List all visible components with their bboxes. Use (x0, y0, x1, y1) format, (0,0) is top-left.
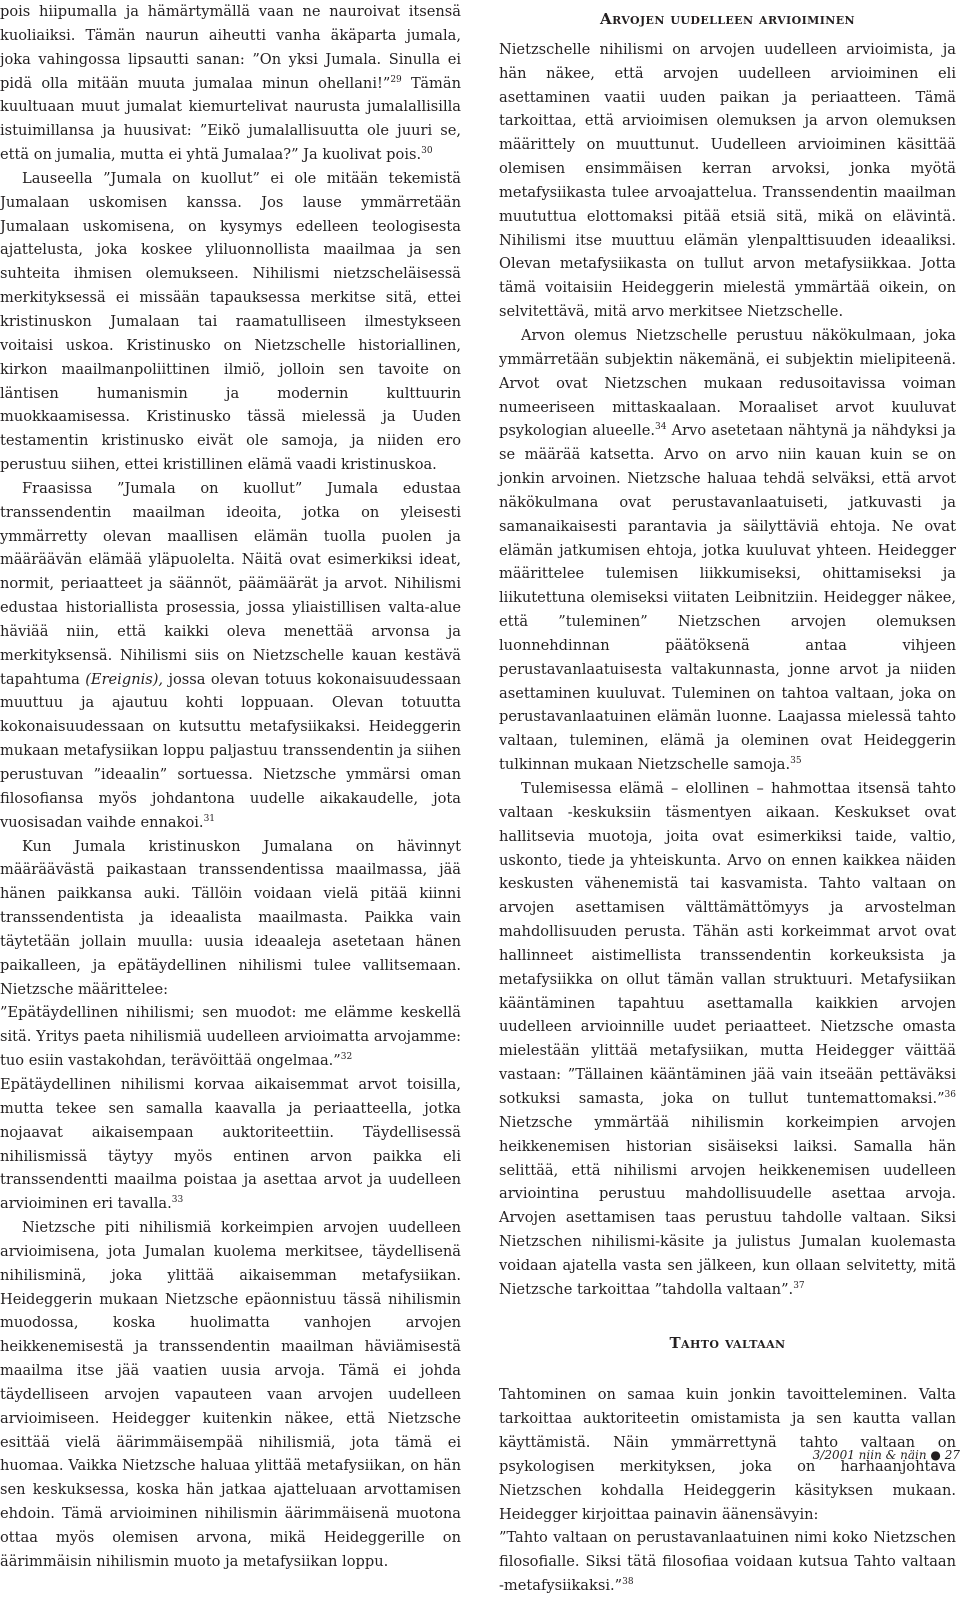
text: pois hiipumalla ja hämärtymällä vaan ne nauroivat itsensä kuoliaiksi. Tämän naurun aiheutti vanha äkäparta jumala, joka vahingossa lipsautti sanan: ”On yksi Jumala. Sinulla ei pidä olla mitään muuta jumalaa minun ohellani!” (0, 3, 461, 92)
text: jossa olevan totuus kokonaisuudessaan muuttuu ja ajautuu kohti loppuaan. Olevan totuutta kokonaisuudessaan on kutsuttu metafysiikaksi. Heideggerin mukaan metafysiikan loppu paljastuu transsendentin ja siihen perustuvan ”ideaalin” sortuessa. Nietzsche ymmärsi oman filosofiansa myös johdantona uudelle aikakaudelle, jota vuosisadan vaihde ennakoi. (0, 670, 461, 831)
section-heading: Tahto valtaan (669, 1333, 786, 1352)
paragraph (0, 477, 461, 835)
text: Tämän kuultuaan muut jumalat kiemurtelivat naurusta jumalallisilla istuimillansa ja huusivat: ”Eikö jumalallisuutta ole juuri se, että on jumalia, mutta ei yhtä Jumalaa?” Ja kuolivat pois. (0, 74, 461, 164)
footnote-ref: 36 (944, 1089, 956, 1100)
footnote-ref: 34 (655, 422, 667, 433)
emphasis: (Ereignis), (85, 670, 164, 688)
paragraph: Nietzschelle nihilismi on arvojen uudelleen arvioimista, ja hän näkee, että arvojen uudelleen arvioiminen eli asettaminen vaatii uuden paikan ja periaatteen. Tämä tarkoittaa, että arvioimisen olemuksen ja arvon olemuksen määrittely on muuttunut. Uudelleen arvioiminen käsittää olemisen ensimmäisen kerran arvoksi, jonka myötä metafysiikasta tulee arvoajattelua. Transsendentin maailman muututtua elottomaksi pitää etsiä sitä, mikä on elävintä. Nihilismi itse muuttuu elämän ylenpalttisuuden ideaaliksi. Olevan metafysiikasta on tullut arvon metafysiikkaa. Jotta tämä voitaisiin Heideggerin mielestä ymmärtää oikein, on selvitettävä, mitä arvo merkitsee Nietzschelle. (499, 40, 956, 321)
page-footer (800, 1448, 960, 1462)
block-quote (499, 1526, 956, 1598)
text: Arvon olemus Nietzschelle perustuu näkökulmaan, joka ymmärretään subjektin näkemänä, ei subjektin mielipiteenä. Arvot ovat Nietzschen mukaan redusoitavissa voiman numeeriseen mittaskaalaan. Moraaliset arvot kuuluvat psykologian alueelle. (499, 326, 956, 440)
text: Fraasissa ”Jumala on kuollut” Jumala edustaa transsendentin maailman ideoita, jotka on yleisesti ymmärretty olevan maallisen elämän tuolla puolen ja määräävän elämää yläpuolelta. Näitä ovat esimerkiksi ideat, normit, periaatteet ja säännöt, päämäärät ja arvot. Nihilismi edustaa historiallista prosessia, jossa yliaistillisen valta-alue häviää niin, että kaikki oleva menettää arvonsa ja merkityksensä. Nihilismi siis on Nietzschelle kauan kestävä tapahtuma (0, 479, 461, 688)
paragraph: Tahtominen on samaa kuin jonkin tavoitteleminen. Valta tarkoittaa auktoriteetin omistamista ja sen kautta vallan käyttämistä. Näin ymmärrettynä tahto valtaan on psykologisen merkityksen, joka on harhaanjohtava Nietzschen kohdalla Heideggerin käsityksen mukaan. Heidegger kirjoittaa painavin äänensävyin: (499, 1386, 956, 1523)
left-column (0, 0, 461, 1574)
footnote-ref: 33 (171, 1195, 184, 1206)
footnote-ref: 30 (421, 146, 433, 157)
paragraph (499, 324, 956, 777)
text: Nietzsche ymmärtää nihilismin korkeimpien arvojen heikkenemisen historian sisäiseksi laiksi. Samalla hän selittää, että nihilismi arvojen heikkenemisen uudelleen arviointina perustuu mahdollisuudelle asettaa arvoja. Arvojen asettamisen taas perustuu tahdolle valtaan. Siksi Nietzschen nihilismi-käsite ja julistus Jumalan kuolemasta voidaan ajatella vasta sen jälkeen, kun ollaan selvitetty, mitä Nietzsche tarkoittaa ”tahdolla valtaan”. (499, 1113, 956, 1298)
quote-text: ”Tahto valtaan on perustavanlaatuinen nimi koko Nietzschen filosofialle. Siksi tätä filosofiaa voidaan kutsua Tahto valtaan -metafysiikaksi.” (499, 1529, 956, 1595)
text: Epätäydellinen nihilismi korvaa aikaisemmat arvot toisilla, mutta tekee sen samalla kaavalla ja periaatteella, jotka nojaavat aikaisempaan auktoriteettiin. Täydellisessä nihilismissä täytyy myös entinen arvon paikka eli transsendentti maailma poistaa ja asettaa arvot ja uudelleen arvioiminen eri tavalla. (0, 1075, 461, 1213)
footnote-ref: 31 (203, 813, 216, 824)
text: Tulemisessa elämä – elollinen – hahmottaa itsensä tahto valtaan -keskuksiin täsmentyen aikaan. Keskukset ovat hallitsevia muotoja, joita ovat esimerkiksi taide, valtio, uskonto, tiede ja yhteiskunta. Arvo on ennen kaikkea näiden keskusten vähenemistä tai kasvamista. Tahto valtaan on arvojen asettamisen välttämättömyys ja arvostelman mahdollisuuden perusta. Tähän asti korkeimmat arvot ovat hallinneet aistimellista transsendentin korkeuksista ja metafysiikka on ollut tämän vallan struktuuri. Metafysiikan kääntäminen tapahtuu asettamalla kaikkien arvojen uudelleen arvioinnille uudet periaatteet. Nietzsche omasta mielestään ylittää metafysiikan, mutta Heidegger väittää vastaan: ”Tällainen kääntäminen jää vain itseään pettäväksi sotkuksi samasta, joka on tullut tuntemattomaksi.” (499, 780, 956, 1107)
block-quote (0, 1001, 461, 1073)
quote-text: ”Epätäydellinen nihilismi; sen muodot: me elämme keskellä sitä. Yritys paeta nihilismiä uudelleen arvioimatta arvojamme: tuo esiin vastakohdan, terävöittää ongelmaa.” (0, 1004, 461, 1070)
bullet-icon: ● (930, 1448, 941, 1462)
journal-issue: 3/2001 niin & näin (812, 1448, 927, 1462)
footnote-ref: 29 (390, 74, 402, 85)
paragraph: Lauseella ”Jumala on kuollut” ei ole mitään tekemistä Jumalaan uskomisen kanssa. Jos lause ymmärretään Jumalaan uskomisena, on kysymys edelleen teologisesta ajattelusta, joka koskee yliluonnollista maailmaa ja sen suhteita ihmisen olemukseen. Nihilismi nietzscheläisessä merkityksessä ei missään tapauksessa merkitse sitä, ettei kristinuskon Jumalaan tai raamatulliseen ilmestykseen voitaisi uskoa. Kristinusko on Nietzschelle historiallinen, kirkon maailmanpoliittinen ilmiö, jolloin sen tavoite on läntisen humanismin ja modernin kulttuurin muokkaamisessa. Kristinusko tässä mielessä ja Uuden testamentin kristinusko eivät ole samoja, ja niiden ero perustuu siihen, ettei kristillinen elämä vaadi kristinuskoa. (0, 169, 461, 474)
paragraph (499, 777, 956, 1302)
footnote-ref: 37 (793, 1280, 805, 1291)
text: Arvo asetetaan nähtynä ja nähdyksi ja se määrää katsetta. Arvo on arvo niin kauan kuin se on jonkin arvoinen. Nietzsche haluaa tehdä selväksi, että arvot näkökulmana ovat perustavanlaatuiseti, jatkuvasti ja samanaikaisesti parantavia ja säilyttäviä ehtoja. Ne ovat elämän jatkumisen ehtoja, jotka kuuluvat yhteen. Heidegger määrittelee tulemisen liikkumiseksi, ohittamiseksi ja liikutettuna olemiseksi viitaten Leibnitziin. Heidegger näkee, että ”tuleminen” Nietzschen arvojen olemuksen luonnehdinnan päätöksenä antaa vihjeen perustavanlaatuisesta valtakunnasta, jonne arvot ja niiden asettaminen kuuluvat. Tuleminen on tahtoa valtaan, joka on perustavanlaatuinen elämän luonne. Laajassa mielessä tahto valtaan, tuleminen, elämä ja oleminen ovat Heideggerin tulkinnan mukaan Nietzschelle samoja. (499, 422, 956, 774)
section-heading: Arvojen uudelleen arvioiminen (600, 10, 855, 28)
page-number: 27 (944, 1448, 960, 1462)
footnote-ref: 32 (340, 1052, 353, 1063)
paragraph (0, 1073, 461, 1216)
right-column (499, 8, 956, 1598)
footnote-ref: 38 (622, 1577, 634, 1588)
footnote-ref: 35 (790, 756, 802, 767)
paragraph: Kun Jumala kristinuskon Jumalana on hävinnyt määräävästä paikastaan transsendentissa maailmassa, jää hänen paikkansa auki. Tällöin voidaan vielä pitää kiinni transsendentista ja ideaalista maailmasta. Paikka vain täytetään jollain muulla: uusia ideaaleja asetetaan hänen paikalleen, ja epätäydellinen nihilismi tulee vallitsemaan. Nietzsche määrittelee: (0, 837, 461, 998)
paragraph (0, 0, 461, 167)
paragraph: Nietzsche piti nihilismiä korkeimpien arvojen uudelleen arvioimisena, jota Jumalan kuolema merkitsee, täydellisenä nihilisminä, joka ylittää aikaisemman metafysiikan. Heideggerin mukaan Nietzsche epäonnistuu tässä nihilismin muodossa, koska huolimatta vanhojen arvojen heikkenemisestä ja transsendentin maailman häviämisestä maailma itse jää vaatien uusia arvoja. Tämä ei johda täydelliseen arvojen vapauteen vaan arvojen uudelleen arvioimiseen. Heidegger kuitenkin näkee, että Nietzsche esittää vielä äärimmäisempää nihilismiä, jota tämä ei huomaa. Vaikka Nietzsche haluaa ylittää metafysiikan, on hän sen keskuksessa, koska hän jatkaa ajatteluaan arvottamisen ehdoin. Tämä arvioiminen nihilismin äärimmäisenä muotona ottaa myös olemisen arvona, mikä Heideggerille on äärimmäisin nihilismin muoto ja metafysiikan loppu. (0, 1219, 461, 1570)
